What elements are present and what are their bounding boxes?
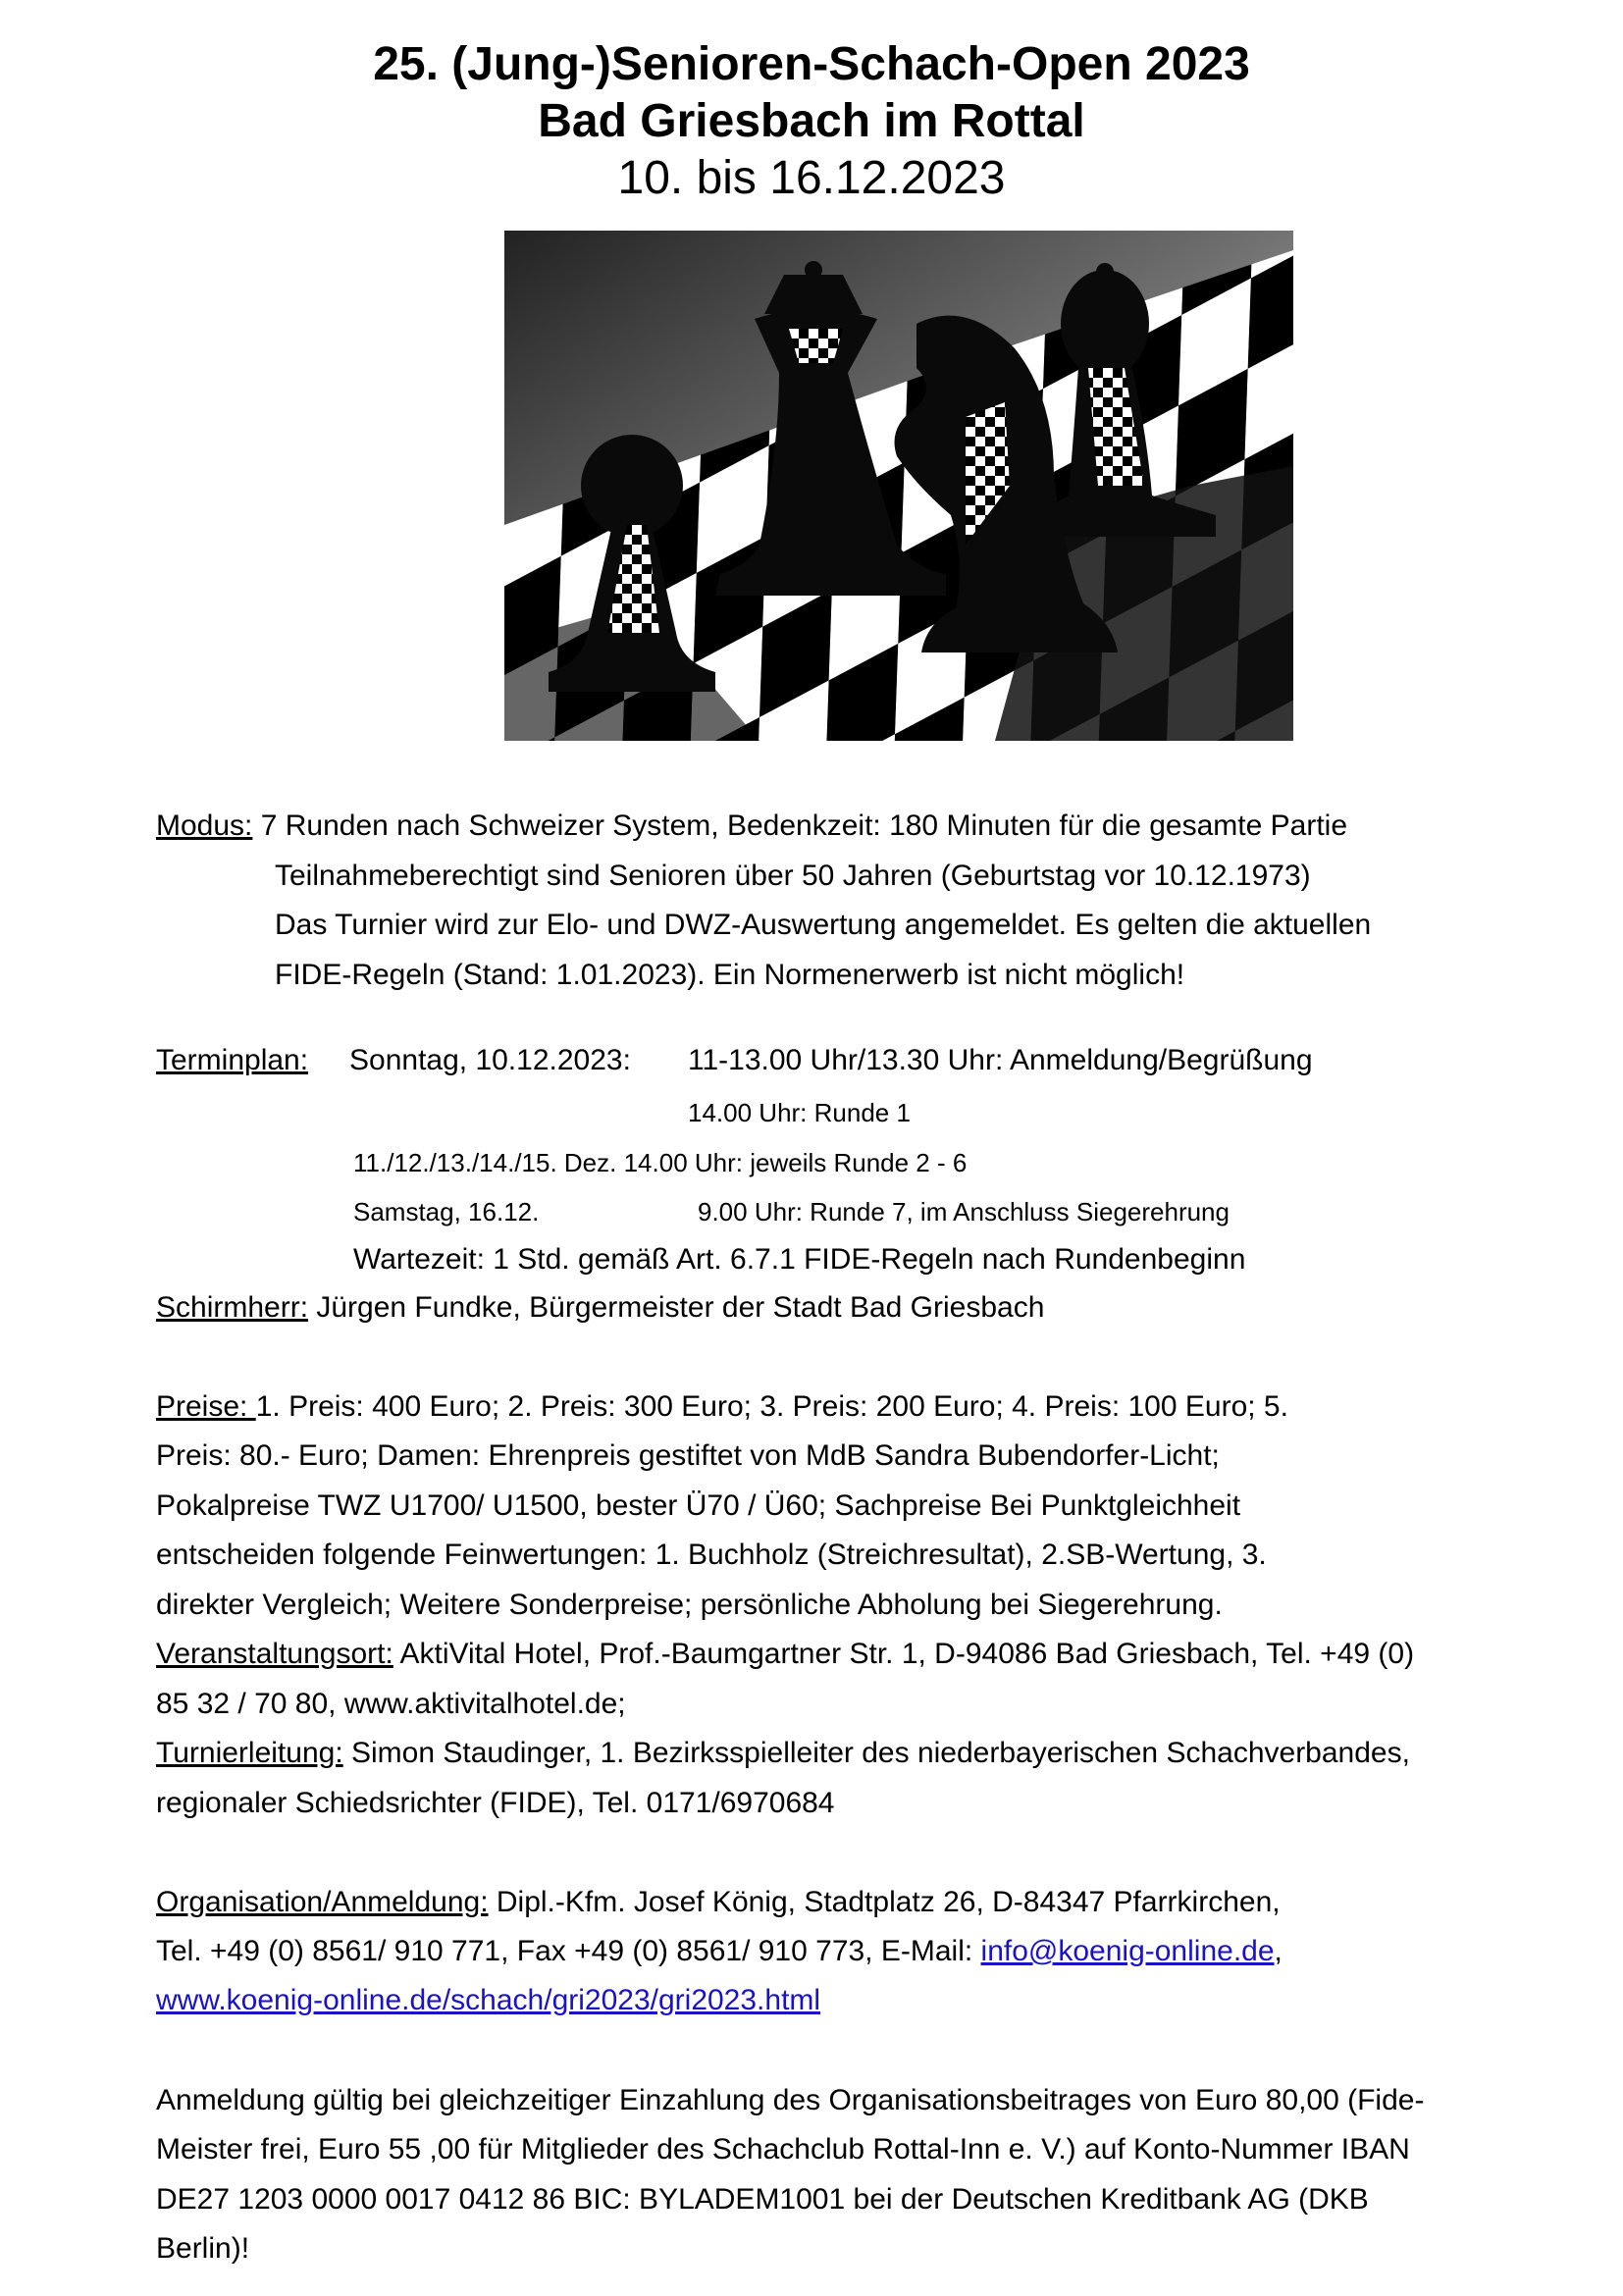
modus-line1 xyxy=(156,809,1347,843)
preise-line2: Preis: 80.- Euro; Damen: Ehrenpreis gestiftet von MdB Sandra Bubendorfer-Licht; xyxy=(156,1439,1220,1472)
turnierleitung-text1: Simon Staudinger, 1. Bezirksspielleiter des niederbayerischen Schachverbandes, xyxy=(342,1737,1410,1769)
chess-pieces-image xyxy=(504,231,1293,741)
chess-pieces-on-board-illustration-icon xyxy=(504,231,1293,741)
anmeldung-line1: Anmeldung gültig bei gleichzeitiger Einzahlung des Organisationsbeitrages von Euro 80,00 (Fide- xyxy=(156,2084,1425,2116)
page-title: 25. (Jung-)Senioren-Schach-Open 2023 xyxy=(373,38,1250,90)
preise-line4: entscheiden folgende Feinwertungen: 1. Buchholz (Streichresultat), 2.SB-Wertung, 3. xyxy=(156,1539,1267,1571)
organisation-line3 xyxy=(156,1984,820,2017)
organisation-text1: Dipl.-Kfm. Josef König, Stadtplatz 26, D-84347 Pfarrkirchen, xyxy=(488,1886,1281,1918)
page-subtitle-location: Bad Griesbach im Rottal xyxy=(538,95,1085,147)
schirmherr-line xyxy=(156,1291,1044,1325)
preise-line3: Pokalpreise TWZ U1700/ U1500, bester Ü70 / Ü60; Sachpreise Bei Punktgleichheit xyxy=(156,1489,1241,1522)
veranstaltungsort-line2: 85 32 / 70 80, www.aktivitalhotel.de; xyxy=(156,1688,626,1720)
terminplan-day7-time: 9.00 Uhr: Runde 7, im Anschluss Siegerehrung xyxy=(698,1197,1230,1226)
terminplan-label: Terminplan: xyxy=(156,1044,309,1076)
modus-text: 7 Runden nach Schweizer System, Bedenkzeit: 180 Minuten für die gesamte Partie xyxy=(252,809,1348,842)
anmeldung-line2: Meister frei, Euro 55 ,00 für Mitglieder des Schachclub Rottal-Inn e. V.) auf Konto-Nummer IBAN xyxy=(156,2133,1410,2166)
terminplan-day7: Samstag, 16.12. xyxy=(353,1197,540,1226)
veranstaltungsort-label: Veranstaltungsort: xyxy=(156,1638,393,1670)
terminplan-rounds-2-6: 11./12./13./14./15. Dez. 14.00 Uhr: jeweils Runde 2 - 6 xyxy=(353,1148,968,1177)
schirmherr-label: Schirmherr: xyxy=(156,1291,309,1324)
preise-line1 xyxy=(156,1390,1288,1424)
organisation-line1 xyxy=(156,1886,1281,1919)
modus-label: Modus: xyxy=(156,809,253,842)
modus-line3: Das Turnier wird zur Elo- und DWZ-Auswertung angemeldet. Es gelten die aktuellen xyxy=(275,909,1372,941)
anmeldung-line4: Berlin)! xyxy=(156,2232,250,2265)
organisation-contact: Tel. +49 (0) 8561/ 910 771, Fax +49 (0) 8561/ 910 773, E-Mail: xyxy=(156,1935,981,1967)
turnierleitung-line1 xyxy=(156,1737,1410,1770)
organisation-comma: , xyxy=(1274,1935,1283,1967)
modus-line4: FIDE-Regeln (Stand: 1.01.2023). Ein Normenerwerb ist nicht möglich! xyxy=(275,959,1185,991)
preise-text1: 1. Preis: 400 Euro; 2. Preis: 300 Euro; 3. Preis: 200 Euro; 4. Preis: 100 Euro; 5. xyxy=(255,1390,1288,1423)
preise-label: Preise: xyxy=(156,1390,256,1423)
organisation-label: Organisation/Anmeldung: xyxy=(156,1886,489,1918)
email-link[interactable]: info@koenig-online.de xyxy=(980,1935,1275,1967)
modus-line2: Teilnahmeberechtigt sind Senioren über 50 Jahren (Geburtstag vor 10.12.1973) xyxy=(275,860,1311,892)
veranstaltungsort-line1 xyxy=(156,1638,1414,1671)
terminplan-day1: Sonntag, 10.12.2023: xyxy=(349,1044,631,1076)
terminplan-round1: 14.00 Uhr: Runde 1 xyxy=(688,1098,911,1127)
turnierleitung-line2: regionaler Schiedsrichter (FIDE), Tel. 0171/6970684 xyxy=(156,1787,835,1819)
preise-line5: direkter Vergleich; Weitere Sonderpreise; persönliche Abholung bei Siegerehrung. xyxy=(156,1589,1223,1621)
event-dates: 10. bis 16.12.2023 xyxy=(617,152,1006,204)
veranstaltungsort-text1: AktiVital Hotel, Prof.-Baumgartner Str. 1, D-94086 Bad Griesbach, Tel. +49 (0) xyxy=(393,1638,1415,1670)
schirmherr-text: Jürgen Fundke, Bürgermeister der Stadt Bad Griesbach xyxy=(308,1291,1045,1324)
organisation-line2 xyxy=(156,1935,1283,1968)
terminplan-day1-time: 11-13.00 Uhr/13.30 Uhr: Anmeldung/Begrüßung xyxy=(688,1044,1313,1076)
anmeldung-line3: DE27 1203 0000 0017 0412 86 BIC: BYLADEM1001 bei der Deutschen Kreditbank AG (DKB xyxy=(156,2183,1369,2216)
website-link[interactable]: www.koenig-online.de/schach/gri2023/gri2023.html xyxy=(156,1984,821,2016)
terminplan-wartezeit: Wartezeit: 1 Std. gemäß Art. 6.7.1 FIDE-Regeln nach Rundenbeginn xyxy=(353,1243,1246,1276)
turnierleitung-label: Turnierleitung: xyxy=(156,1737,343,1769)
